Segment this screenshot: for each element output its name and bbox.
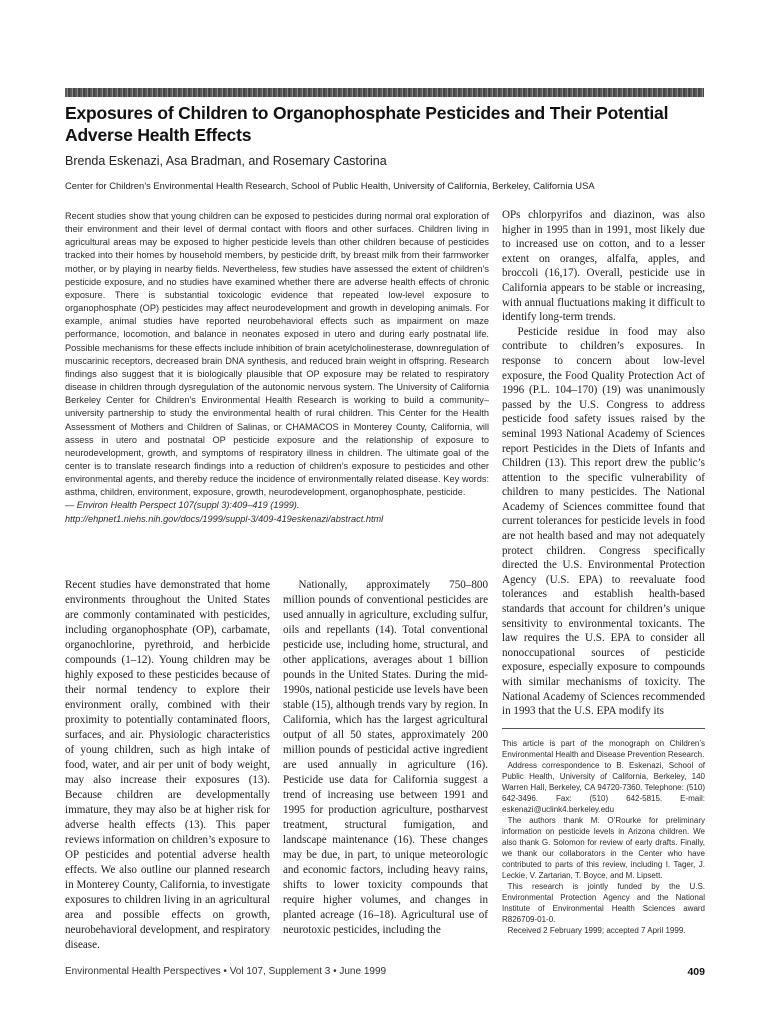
footnote: This research is jointly funded by the U.S. Environmental Protection Agency and the National Institute of Environmental Health Sciences award R826709-01-0. bbox=[502, 882, 705, 924]
article-title: Exposures of Children to Organophosphate Pesticides and Their Potential Adverse Health Effects bbox=[65, 103, 669, 145]
body-column-middle bbox=[283, 578, 488, 938]
footnote: The authors thank M. O’Rourke for preliminary information on pesticide levels in Arizona children. We also thank G. Solomon for review of early drafts. Finally, we thank our collaborators in the Center who have contributed to parts of this review, including I. Tager, J. Leckie, V. Zartarian, T. Boyce, and M. Lipsett. bbox=[502, 816, 705, 880]
abstract bbox=[65, 210, 489, 526]
footnote-divider bbox=[502, 728, 705, 729]
trend-paragraph: OPs chlorpyrifos and diazinon, was also higher in 1995 than in 1991, most likely due to increased use on cotton, and to a lesser extent on oranges, alfalfa, apples, and broccoli (16,17). Overall, pesticide use in California appears to be stable or increasing, with annual fluctuations making it difficult to identify long-term trends. bbox=[502, 209, 705, 324]
authors: Brenda Eskenazi, Asa Bradman, and Rosemary Castorina bbox=[65, 154, 387, 168]
body-column-right bbox=[502, 208, 705, 719]
journal-footer: Environmental Health Perspectives • Vol 107, Supplement 3 • June 1999 bbox=[65, 966, 387, 977]
usage-paragraph: Nationally, approximately 750–800 million pounds of conventional pesticides are used annually in agriculture, excluding sulfur, oils and repellants (14). Total conventional pesticide use, including home, structural, and other applications, averages about 1 billion pounds in the United States. During the mid-1990s, national pesticide use levels have been stable (15), although trends vary by region. In California, which has the largest agricultural output of all 50 states, approximately 200 million pounds of pesticidal active ingredient are used annually in agriculture (16). Pesticide use data for California suggest a trend of increasing use between 1991 and 1995 for production agriculture, postharvest treatment, structural fumigation, and landscape maintenance (16). These changes may be due, in part, to unique meteorologic and economic factors, including heavy rains, shifts to lower toxicity compounds that require higher volumes, and changes in planted acreage (16–18). Agricultural use of neurotoxic pesticides, including the bbox=[283, 579, 488, 936]
residue-paragraph: Pesticide residue in food may also contribute to children’s exposures. In response to concern about low-level exposure, the Food Quality Protection Act of 1996 (P.L. 104–170) (19) was unanimously passed by the U.S. Congress to address pesticide food safety issues raised by the seminal 1993 National Academy of Sciences report Pesticides in the Diets of Infants and Children (13). This report drew the public’s attention to the specific vulnerability of children to many pesticides. The National Academy of Sciences committee found that current tolerances for pesticide levels in food are not health based and may not adequately protect children. Congress specifically directed the U.S. Environmental Protection Agency (U.S. EPA) to reevaluate food tolerances and establish health-based standards that account for children’s unique sensitivity to environmental toxicants. The law requires the U.S. EPA to consider all nonoccupational sources of pesticide exposure, especially exposure to compounds with similar mechanisms of toxicity. The National Academy of Sciences recommended in 1993 that the U.S. EPA modify its bbox=[502, 325, 705, 718]
affiliation: Center for Children’s Environmental Health Research, School of Public Health, University of California, Berkeley, California USA bbox=[65, 180, 595, 191]
header-rule bbox=[65, 88, 704, 97]
footnotes bbox=[502, 738, 705, 936]
abstract-citation: — Environ Health Perspect 107(suppl 3):409–419 (1999). bbox=[65, 500, 300, 511]
page-number: 409 bbox=[687, 966, 705, 978]
footnote: Address correspondence to B. Eskenazi, School of Public Health, University of California, Berkeley, 140 Warren Hall, Berkeley, CA 94720-7360. Telephone: (510) 642-3496. Fax: (510) 642-5815. E-mail: eskenazi@uclink4.berkeley.edu bbox=[502, 761, 705, 814]
body-column-left bbox=[65, 578, 270, 953]
abstract-url[interactable]: http://ehpnet1.niehs.nih.gov/docs/1999/suppl-3/409-419eskenazi/abstract.html bbox=[65, 513, 384, 524]
footnote: Received 2 February 1999; accepted 7 April 1999. bbox=[507, 926, 686, 935]
footnote: This article is part of the monograph on Children’s Environmental Health and Disease Prevention Research. bbox=[502, 739, 705, 759]
intro-paragraph: Recent studies have demonstrated that home environments throughout the United States are commonly contaminated with pesticides, including organophosphate (OP), carbamate, organochlorine, pyrethroid, and herbicide compounds (1–12). Young children may be highly exposed to these pesticides because of their normal tendency to explore their environment orally, combined with their proximity to potentially contaminated floors, surfaces, and air. Physiologic characteristics of young children, such as high intake of food, water, and air per unit of body weight, may also increase their exposures (13). Because children are developmentally immature, they may also be at higher risk for adverse health effects (13). This paper reviews information on children’s exposure to OP pesticides and potential adverse health effects. We also outline our planned research in Monterey County, California, to investigate exposures to children living in an agricultural area and possible effects on growth, neurobehavioral development, and respiratory disease. bbox=[65, 579, 270, 951]
abstract-body: Recent studies show that young children can be exposed to pesticides during normal oral exploration of their environment and their level of dermal contact with floors and other surfaces. Children living in agricultural areas may be exposed to higher pesticide levels than other children because of pesticides tracked into their homes by household members, by pesticide drift, by breast milk from their farmworker mother, or by playing in nearby fields. Nevertheless, few studies have assessed the extent of children’s pesticide exposure, and no studies have examined whether there are adverse health effects of chronic exposure. There is substantial toxicologic evidence that repeated low-level exposure to organophosphate (OP) pesticides may affect neurodevelopment and growth in developing animals. For example, animal studies have reported neurobehavioral effects such as impairment on maze performance, locomotion, and balance in neonates exposed in utero and during early postnatal life. Possible mechanisms for these effects include inhibition of brain acetylcholinesterase, downregulation of muscarinic receptors, decreased brain DNA synthesis, and reduced brain weight in offspring. Research findings also suggest that it is biologically plausible that OP exposure may be related to respiratory disease in children through dysregulation of the autonomic nervous system. The University of California Berkeley Center for Children’s Environmental Health Research is working to build a community–university partnership to study the environmental health of rural children. This Center for the Health Assessment of Mothers and Children of Salinas, or CHAMACOS in Monterey County, California, will assess in utero and postnatal OP pesticide exposure and the relationship of exposure to neurodevelopment, growth, and symptoms of respiratory illness in children. The ultimate goal of the center is to translate research findings into a reduction of children’s exposure to pesticides and other environmental agents, and thereby reduce the incidence of environmentally related disease. Key words: asthma, children, environment, exposure, growth, neurodevelopment, organophosphate, pesticide. bbox=[65, 211, 489, 498]
